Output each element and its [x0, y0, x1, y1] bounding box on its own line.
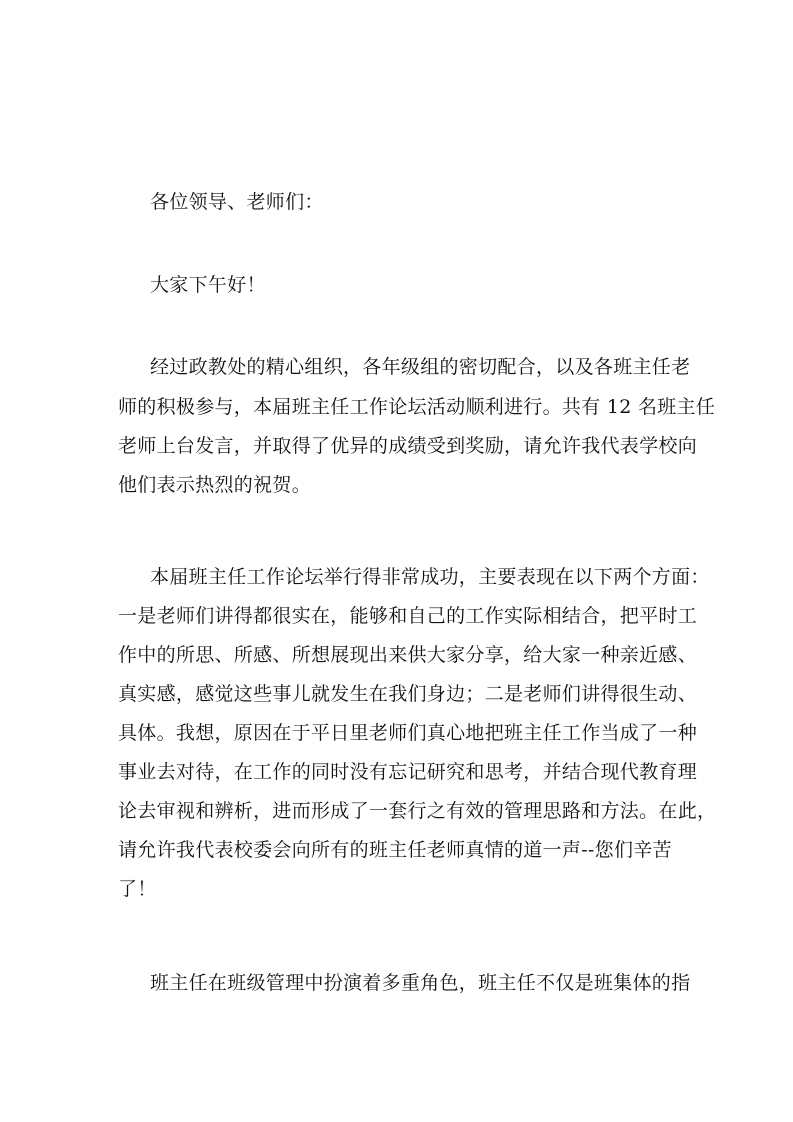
greeting: 大家下午好！: [150, 274, 266, 296]
paragraph-line: 班主任在班级管理中扮演着多重角色，班主任不仅是班集体的指: [150, 972, 691, 994]
paragraph-line: 一是老师们讲得都很实在，能够和自己的工作实际相结合，把平时工: [118, 605, 698, 627]
paragraph-line: 经过政教处的精心组织，各年级组的密切配合，以及各班主任老: [150, 356, 691, 378]
paragraph-line: 真实感，感觉这些事儿就发生在我们身边；二是老师们讲得很生动、: [118, 683, 698, 705]
salutation: 各位领导、老师们：: [150, 191, 324, 213]
paragraph-line: 了！: [118, 878, 157, 900]
paragraph-line: 论去审视和辨析，进而形成了一套行之有效的管理思路和方法。在此，: [118, 800, 717, 822]
paragraph-line: 师的积极参与，本届班主任工作论坛活动顺利进行。共有 12 名班主任: [118, 396, 716, 418]
paragraph-line: 作中的所思、所感、所想展现出来供大家分享，给大家一种亲近感、: [118, 644, 698, 666]
paragraph-line: 他们表示热烈的祝贺。: [118, 474, 312, 496]
paragraph-line: 请允许我代表校委会向所有的班主任老师真情的道一声--您们辛苦: [118, 839, 672, 861]
paragraph-line: 事业去对待，在工作的同时没有忘记研究和思考，并结合现代教育理: [118, 761, 698, 783]
paragraph-line: 具体。我想，原因在于平日里老师们真心地把班主任工作当成了一种: [118, 722, 698, 744]
paragraph-line: 本届班主任工作论坛举行得非常成功，主要表现在以下两个方面：: [150, 566, 710, 588]
paragraph-line: 老师上台发言，并取得了优异的成绩受到奖励，请允许我代表学校向: [118, 435, 698, 457]
